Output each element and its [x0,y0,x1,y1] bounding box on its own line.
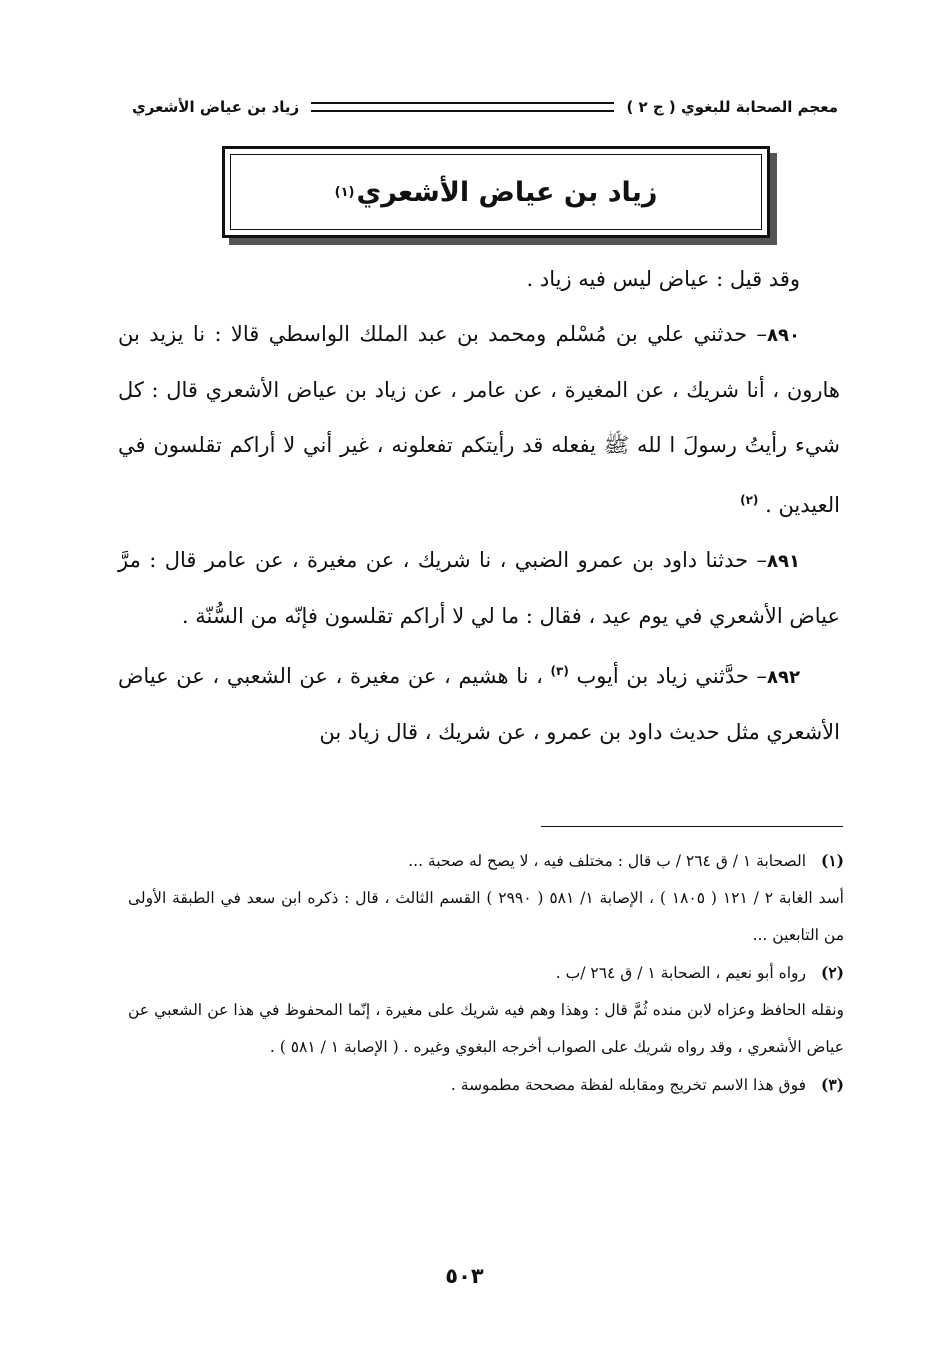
hadith-892-text-a: – حدَّثني زياد بن أيوب [576,664,768,688]
header-rule [311,102,614,112]
hadith-891-text: – حدثنا داود بن عمرو الضبي ، نا شريك ، عن مغيرة ، عن عامر قال : مرَّ عياض الأشعري في يوم عيد ، فقال : ما لي لا أراكم تقلسون فإنّه من السُّنّة . [118,548,840,628]
footnote-3-marker: (٣) [820,1075,844,1094]
title-footnote-ref: (١) [334,184,355,200]
hadith-number-892: ٨٩٢ [767,667,800,688]
hadith-892-text-b: ، نا هشيم ، عن مغيرة ، عن الشعبي ، عن عياض الأشعري مثل حديث داود بن عمرو ، عن شريك ، قال زياد بن [118,664,840,744]
footnote-2-line1: رواه أبو نعيم ، الصحابة ١ / ق ٢٦٤ /ب . [555,964,806,982]
page-number: ٥٠٣ [445,1264,484,1288]
hadith-892 [118,644,840,760]
header-book-title: معجم الصحابة للبغوي ( ج ٢ ) [626,98,838,116]
hadith-890 [118,307,840,533]
hadith-number-891: ٨٩١ [767,551,800,572]
footnote-3 [128,1066,844,1104]
footnote-3-line1: فوق هذا الاسم تخريج ومقابله لفظة مصححة مطموسة . [450,1076,806,1094]
hadith-890-text: – حدثني علي بن مُسْلم ومحمد بن عبد الملك الواسطي قالا : نا يزيد بن هارون ، أنا شريك ، عن المغيرة ، عن عامر ، عن زياد بن عياض الأشعري قال : كل شيء رأيتُ رسولَ ا لله ﷺ يفعله قد رأيتكم تفعلونه ، غير أني لا أراكم تقلسون في العيدين . [118,322,840,517]
main-text [118,252,840,760]
footnotes [128,842,844,1104]
footnote-2-marker: (٢) [820,963,844,982]
header-entry-name: زياد بن عياض الأشعري [132,98,300,116]
footnote-1 [128,842,844,880]
hadith-number-890: ٨٩٠ [767,325,800,346]
footnote-separator [541,826,843,827]
footnote-1-marker: (١) [820,851,844,870]
entry-title-inner-frame [230,154,762,230]
footnote-ref-2: (٢) [740,493,759,507]
footnote-2-continuation: ونقله الحافظ وعزاه لابن منده ثُمَّ قال : وهذا وهم فيه شريك على مغيرة ، إنّما المحفوظ في هذا عن الشعبي عن عياض الأشعري ، وقد رواه شريك على الصواب أخرجه البغوي وغيره . ( الإصابة ١ / ٥٨١ ) . [128,1001,844,1056]
running-header [132,92,838,122]
hadith-891 [118,533,840,644]
entry-title-box [222,146,770,238]
footnote-1-continuation: أسد الغابة ٢ / ١٢١ ( ١٨٠٥ ) ، الإصابة ١/ ٥٨١ ( ٢٩٩٠ ) القسم الثالث ، قال : ذكره ابن سعد في الطبقة الأولى من التابعين ... [128,889,844,944]
intro-paragraph: وقد قيل : عياض ليس فيه زياد . [526,267,800,291]
footnote-2 [128,954,844,992]
entry-title: زياد بن عياض الأشعري [356,176,658,208]
footnote-ref-3: (٣) [550,664,569,678]
footnote-1-line1: الصحابة ١ / ق ٢٦٤ / ب قال : مختلف فيه ، لا يصح له صحبة ... [408,852,806,870]
